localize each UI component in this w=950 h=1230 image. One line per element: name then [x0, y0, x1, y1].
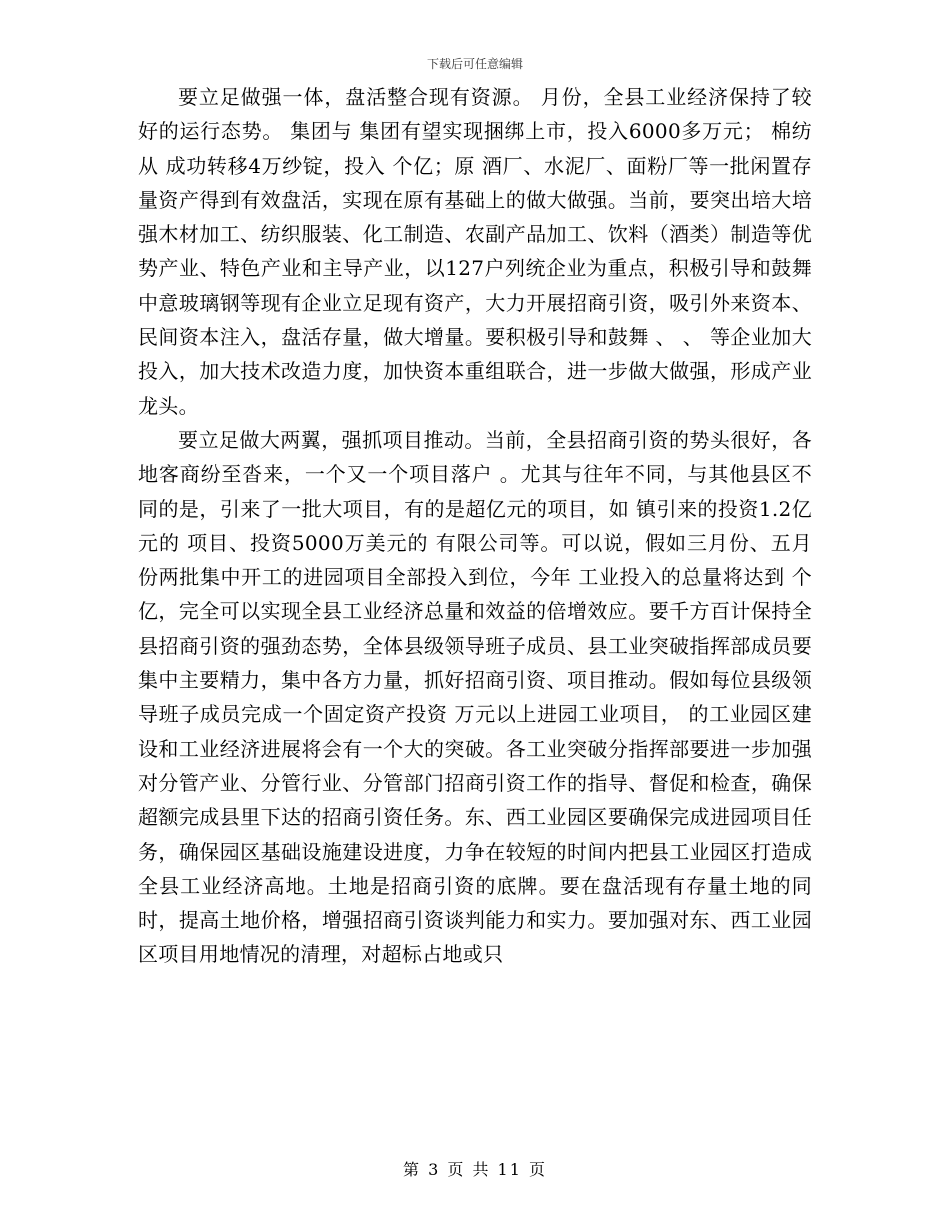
paragraph-1: 要立足做强一体，盘活整合现有资源。 月份，全县工业经济保持了较好的运行态势。 集团与 集团有望实现捆绑上市，投入6000多万元； 棉纺从 成功转移4万纱锭，投入 个亿；原 酒厂、水泥厂、面粉厂等一批闲置存量资产得到有效盘活，实现在原有基础上的做大做强。当前，要突出培大培强木材加工、纺织服装、化工制造、农副产品加工、饮料（酒类）制造等优势产业、特色产业和主导产业，以127户列统企业为重点，积极引导和鼓舞中意玻璃钢等现有企业立足现有资产，大力开展招商引资，吸引外来资本、民间资本注入，盘活存量，做大增量。要积极引导和鼓舞 、 、 等企业加大投入，加大技术改造力度，加快资本重组联合，进一步做大做强，形成产业龙头。: [138, 85, 812, 418]
page-number: 第 3 页 共 11 页: [403, 1160, 547, 1179]
paragraph-2: 要立足做大两翼，强抓项目推动。当前，全县招商引资的势头很好，各地客商纷至沓来，一个又一个项目落户 。尤其与往年不同，与其他县区不同的是，引来了一批大项目，有的是超亿元的项目，如 镇引来的投资1.2亿元的 项目、投资5000万美元的 有限公司等。可以说，假如三月份、五月份两批集中开工的进园项目全部投入到位，今年 工业投入的总量将达到 个亿，完全可以实现全县工业经济总量和效益的倍增效应。要千方百计保持全县招商引资的强劲态势，全体县级领导班子成员、县工业突破指挥部成员要集中主要精力，集中各方力量，抓好招商引资、项目推动。假如每位县级领导班子成员完成一个固定资产投资 万元以上进园工业项目， 的工业园区建设和工业经济进展将会有一个大的突破。各工业突破分指挥部要进一步加强对分管产业、分管行业、分管部门招商引资工作的指导、督促和检查，确保超额完成县里下达的招商引资任务。东、西工业园区要确保完成进园项目任务，确保园区基础设施建设进度，力争在较短的时间内把县工业园区打造成全县工业经济高地。土地是招商引资的底牌。要在盘活现有存量土地的同时，提高土地价格，增强招商引资谈判能力和实力。要加强对东、西工业园区项目用地情况的清理，对超标占地或只: [138, 427, 812, 967]
document-body: [138, 80, 812, 972]
header-note: 下载后可任意编辑: [426, 57, 523, 71]
